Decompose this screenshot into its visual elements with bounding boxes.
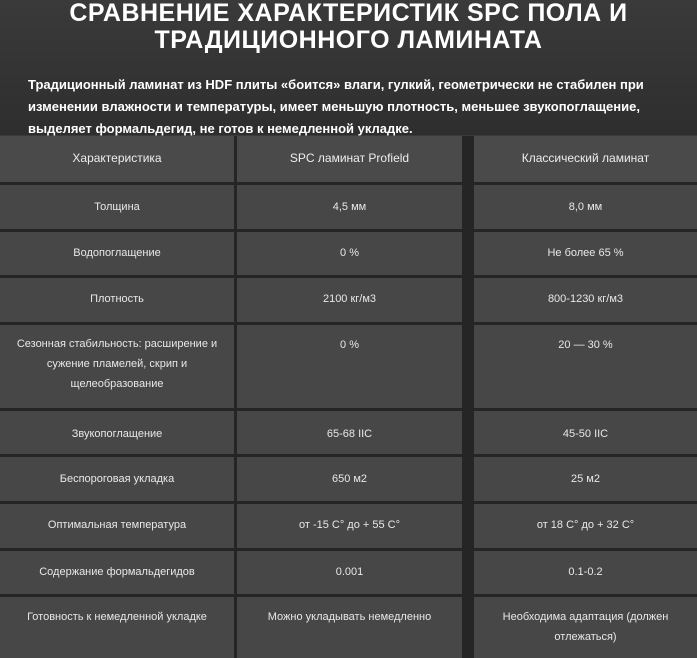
row-label: Готовность к немедленной укладке: [0, 597, 234, 658]
intro-paragraph: Традиционный ламинат из HDF плиты «боится» влаги, гулкий, геометрически не стабилен при изменении влажности и температуры, имеет меньшую плотность, меньшее звукопоглащение, выделяет формальдегид, не готов к немедленной укладке.: [28, 77, 644, 136]
classic-value: 8,0 мм: [474, 185, 697, 229]
classic-value: 25 м2: [474, 457, 697, 501]
header: [0, 0, 697, 135]
spc-value: Можно укладывать немедленно: [237, 597, 462, 658]
spc-value: 2100 кг/м3: [237, 278, 462, 322]
header-cell-spc: SPC ламинат Profield: [237, 136, 462, 182]
table-row: [0, 185, 697, 229]
classic-value: 45-50 IIC: [474, 411, 697, 454]
row-label: Плотность: [0, 278, 234, 322]
classic-value: Не более 65 %: [474, 232, 697, 275]
spc-value: 0.001: [237, 551, 462, 594]
row-label: Сезонная стабильность: расширение и сужение пламелей, скрип и щелеобразование: [0, 325, 234, 408]
table-row: [0, 597, 697, 658]
classic-value: Необходима адаптация (должен отлежаться): [474, 597, 697, 658]
table-header-row: [0, 136, 697, 182]
page-title: [0, 0, 697, 54]
table-row: [0, 411, 697, 454]
classic-value: от 18 C° до + 32 C°: [474, 504, 697, 548]
row-label: Толщина: [0, 185, 234, 229]
table-row: [0, 551, 697, 594]
spc-value: от -15 C° до + 55 C°: [237, 504, 462, 548]
table-row: [0, 457, 697, 501]
table-row: [0, 278, 697, 322]
spc-value: 65-68 IIC: [237, 411, 462, 454]
classic-value: 20 — 30 %: [474, 325, 697, 408]
header-cell-characteristic: Характеристика: [0, 136, 234, 182]
spc-value: 0 %: [237, 325, 462, 408]
row-label: Звукопоглащение: [0, 411, 234, 454]
spc-value: 4,5 мм: [237, 185, 462, 229]
classic-value: 800-1230 кг/м3: [474, 278, 697, 322]
header-cell-classic: Классический ламинат: [474, 136, 697, 182]
row-label: Беспороговая укладка: [0, 457, 234, 501]
table-row: [0, 232, 697, 275]
title-line-2: ТРАДИЦИОННОГО ЛАМИНАТА: [154, 26, 543, 54]
row-label: Водопоглащение: [0, 232, 234, 275]
comparison-table: [0, 136, 697, 658]
classic-value: 0.1-0.2: [474, 551, 697, 594]
row-label: Оптимальная температура: [0, 504, 234, 548]
row-label: Содержание формальдегидов: [0, 551, 234, 594]
table-row: [0, 504, 697, 548]
spc-value: 650 м2: [237, 457, 462, 501]
spc-value: 0 %: [237, 232, 462, 275]
table-row: [0, 325, 697, 408]
title-line-1: СРАВНЕНИЕ ХАРАКТЕРИСТИК SPC ПОЛА И: [69, 0, 628, 27]
